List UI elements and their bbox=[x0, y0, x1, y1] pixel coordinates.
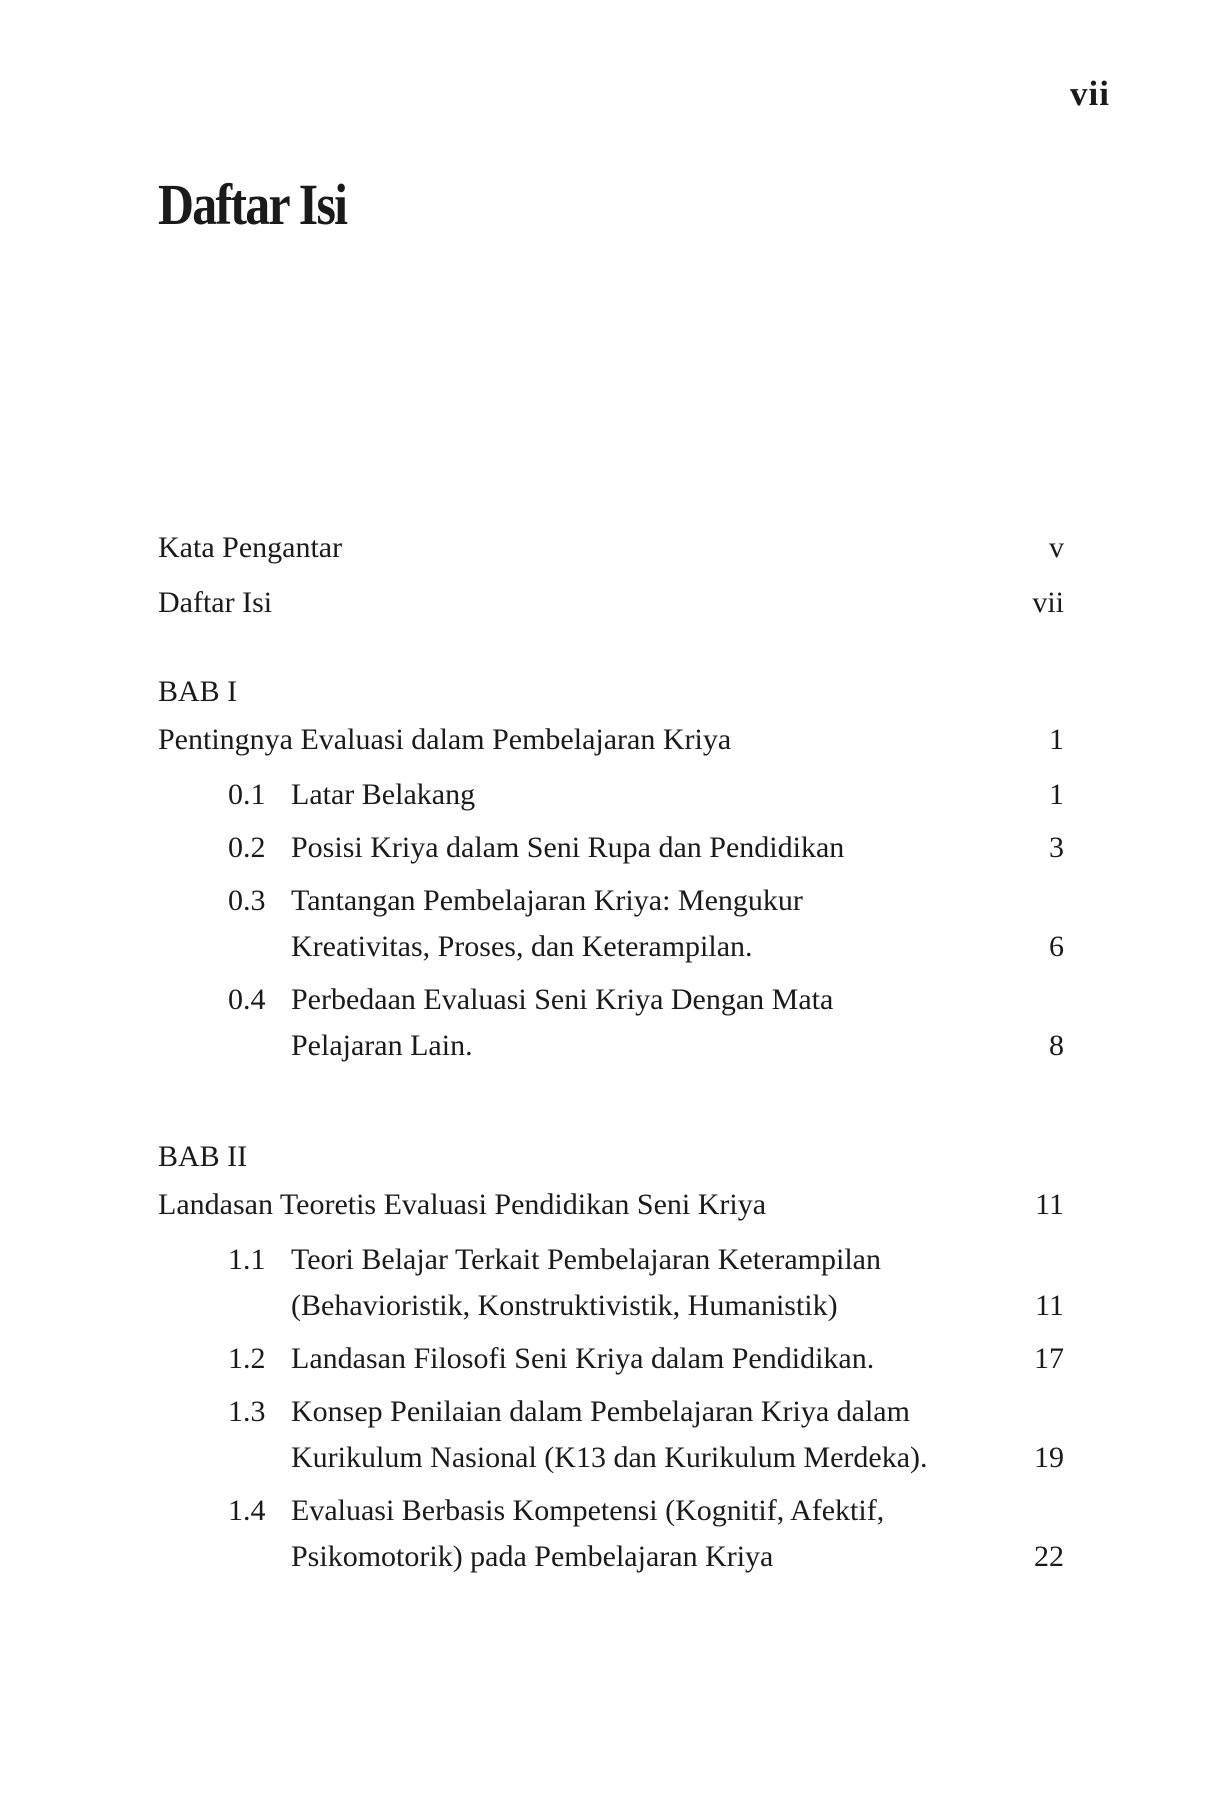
toc-entry-text: Kreativitas, Proses, dan Keterampilan. bbox=[291, 930, 753, 963]
toc-page-ref: 22 bbox=[1034, 1540, 1064, 1573]
toc-section-line bbox=[158, 1534, 1064, 1580]
toc-section-line bbox=[158, 1283, 1064, 1329]
toc-section-number: 1.2 bbox=[228, 1342, 266, 1375]
toc-chapter-title bbox=[158, 715, 1064, 765]
toc-section bbox=[158, 1237, 1064, 1329]
toc-section-number: 0.1 bbox=[228, 778, 266, 811]
toc-entry-text: Teori Belajar Terkait Pembelajaran Keterampilan bbox=[291, 1243, 881, 1276]
toc-entry-left bbox=[158, 715, 1049, 765]
toc-section-line bbox=[158, 772, 1064, 818]
toc-chapter-label bbox=[158, 668, 1064, 715]
toc-section bbox=[158, 878, 1064, 970]
toc-entry-left bbox=[158, 1534, 1034, 1580]
toc-entry-left bbox=[158, 1389, 1064, 1435]
toc-entry-left bbox=[158, 977, 1064, 1023]
toc-page-ref: vii bbox=[1032, 586, 1064, 619]
toc-entry-text: Pentingnya Evaluasi dalam Pembelajaran Kriya bbox=[158, 723, 732, 756]
toc-entry-text: Psikomotorik) pada Pembelajaran Kriya bbox=[291, 1540, 774, 1573]
toc-entry-left bbox=[158, 1180, 1035, 1230]
toc-entry-text: Posisi Kriya dalam Seni Rupa dan Pendidikan bbox=[291, 831, 845, 864]
toc-entry-left bbox=[158, 668, 1064, 715]
toc-section-line bbox=[158, 1389, 1064, 1435]
toc-entry-text: BAB II bbox=[158, 1140, 248, 1173]
toc-entry-text: Daftar Isi bbox=[158, 586, 273, 619]
toc-entry-left bbox=[158, 1023, 1049, 1069]
toc-section bbox=[158, 1389, 1064, 1481]
toc-section-number: 1.3 bbox=[228, 1395, 266, 1428]
toc-entry-left bbox=[158, 1133, 1064, 1180]
toc-section bbox=[158, 772, 1064, 818]
toc-section-line bbox=[158, 924, 1064, 970]
toc-entry-left bbox=[158, 772, 1049, 818]
toc-entry-text: Evaluasi Berbasis Kompetensi (Kognitif, Afektif, bbox=[291, 1494, 885, 1527]
toc-page-ref: v bbox=[1049, 531, 1064, 564]
toc-page-ref: 11 bbox=[1035, 1289, 1064, 1322]
toc-entry-text: Konsep Penilaian dalam Pembelajaran Kriya dalam bbox=[291, 1395, 910, 1428]
toc-entry-text: Latar Belakang bbox=[291, 778, 476, 811]
toc-section-line bbox=[158, 1237, 1064, 1283]
toc-chapter-label bbox=[158, 1133, 1064, 1180]
toc-chapter bbox=[158, 1133, 1064, 1580]
toc-page-ref: 11 bbox=[1035, 1188, 1064, 1221]
toc-entry-left bbox=[158, 1336, 1034, 1382]
toc-entry-left bbox=[158, 1435, 1034, 1481]
toc-front-matter-entry bbox=[158, 520, 1064, 575]
toc-entry-left bbox=[158, 1283, 1035, 1329]
toc-section-line bbox=[158, 825, 1064, 871]
toc-entry-text: Kata Pengantar bbox=[158, 531, 343, 564]
toc-entry-left bbox=[158, 520, 1049, 575]
page-title: Daftar Isi bbox=[158, 172, 347, 237]
page-number-header: vii bbox=[1070, 74, 1110, 113]
toc-front-matter-entry bbox=[158, 575, 1064, 630]
toc-entry-text: Landasan Filosofi Seni Kriya dalam Pendidikan. bbox=[291, 1342, 875, 1375]
toc-section-number: 0.3 bbox=[228, 884, 266, 917]
toc-entry-text: Tantangan Pembelajaran Kriya: Mengukur bbox=[291, 884, 803, 917]
toc-page-ref: 6 bbox=[1049, 930, 1064, 963]
toc-section bbox=[158, 825, 1064, 871]
toc-section-line bbox=[158, 878, 1064, 924]
toc-section-number: 0.4 bbox=[228, 983, 266, 1016]
toc-section-number: 1.4 bbox=[228, 1494, 266, 1527]
toc-chapter-title bbox=[158, 1180, 1064, 1230]
toc-section-line bbox=[158, 1336, 1064, 1382]
toc-page-ref: 8 bbox=[1049, 1029, 1064, 1062]
toc-section-number: 1.1 bbox=[228, 1243, 266, 1276]
toc-entry-left bbox=[158, 1488, 1064, 1534]
toc-section-line bbox=[158, 1435, 1064, 1481]
toc-section-line bbox=[158, 977, 1064, 1023]
toc-section bbox=[158, 977, 1064, 1069]
toc-section bbox=[158, 1488, 1064, 1580]
table-of-contents bbox=[158, 520, 1064, 1580]
toc-section-line bbox=[158, 1488, 1064, 1534]
toc-page-ref: 3 bbox=[1049, 831, 1064, 864]
toc-entry-text: BAB I bbox=[158, 675, 238, 708]
toc-section-line bbox=[158, 1023, 1064, 1069]
toc-entry-text: Pelajaran Lain. bbox=[291, 1029, 473, 1062]
toc-chapter bbox=[158, 668, 1064, 1069]
toc-page-ref: 1 bbox=[1049, 723, 1064, 756]
toc-entry-left bbox=[158, 575, 1032, 630]
toc-entry-left bbox=[158, 825, 1049, 871]
toc-entry-left bbox=[158, 1237, 1064, 1283]
toc-entry-left bbox=[158, 924, 1049, 970]
toc-page-ref: 19 bbox=[1034, 1441, 1064, 1474]
toc-page-ref: 1 bbox=[1049, 778, 1064, 811]
toc-page-ref: 17 bbox=[1034, 1342, 1064, 1375]
toc-section bbox=[158, 1336, 1064, 1382]
toc-entry-text: (Behavioristik, Konstruktivistik, Humanistik) bbox=[291, 1289, 838, 1322]
toc-entry-text: Landasan Teoretis Evaluasi Pendidikan Seni Kriya bbox=[158, 1188, 767, 1221]
toc-entry-text: Perbedaan Evaluasi Seni Kriya Dengan Mata bbox=[291, 983, 834, 1016]
toc-entry-left bbox=[158, 878, 1064, 924]
toc-section-number: 0.2 bbox=[228, 831, 266, 864]
toc-entry-text: Kurikulum Nasional (K13 dan Kurikulum Merdeka). bbox=[291, 1441, 928, 1474]
